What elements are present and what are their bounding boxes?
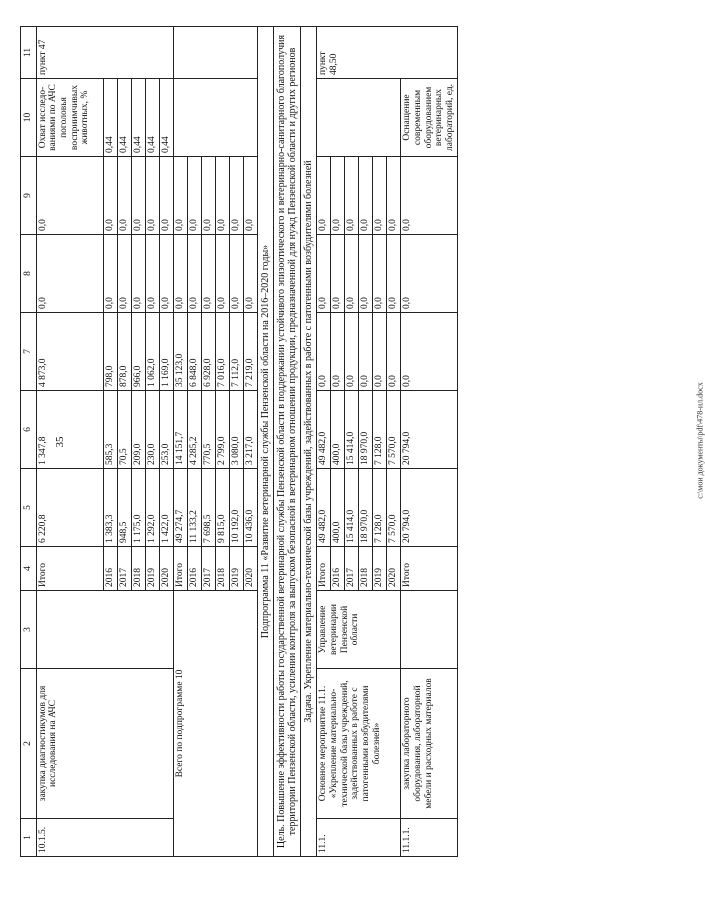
value-cell: 1 169,0 bbox=[159, 313, 173, 391]
value-cell: 0,0 bbox=[359, 313, 373, 391]
year-cell: 2020 bbox=[387, 547, 401, 591]
year-cell: Итого bbox=[173, 547, 187, 591]
value-cell: 6 928,0 bbox=[201, 313, 215, 391]
table-row bbox=[173, 27, 187, 857]
value-cell: 400,0 bbox=[331, 469, 345, 547]
year-cell: 2017 bbox=[201, 547, 215, 591]
table-row bbox=[317, 27, 331, 857]
section-row bbox=[273, 27, 300, 857]
section-row bbox=[257, 27, 273, 857]
value-cell: 9 815,0 bbox=[215, 469, 229, 547]
value-cell: 0,0 bbox=[229, 157, 243, 235]
value-cell: 14 151,7 bbox=[173, 391, 187, 469]
value-cell: 0,0 bbox=[243, 157, 257, 235]
value-cell: 0,0 bbox=[359, 157, 373, 235]
page-number: 35 bbox=[54, 436, 66, 448]
value-cell: 0,0 bbox=[215, 235, 229, 313]
value-cell: 0,0 bbox=[36, 157, 103, 235]
value-cell: 0,0 bbox=[317, 157, 331, 235]
header-cell: 4 bbox=[21, 547, 37, 591]
value-cell: 0,0 bbox=[201, 157, 215, 235]
value-cell: 0,0 bbox=[331, 313, 345, 391]
year-cell: 2018 bbox=[215, 547, 229, 591]
value-cell: 0,0 bbox=[387, 157, 401, 235]
indicator-value: 0,44 bbox=[159, 79, 173, 157]
goal-text: Цель. Повышение эффективности работы государственной ветеринарной службы Пензенской области в поддержании устойчивого эпизоотического и ветеринарно-санитарного благополучия территории Пензенской области, усилении контроля за выпуском безопасной в ветеринарном отношении продукции, предназначенной для нужд Пензенской области и других регионов bbox=[273, 27, 300, 857]
header-cell: 8 bbox=[21, 235, 37, 313]
row-number: 10.1.5. bbox=[36, 819, 173, 857]
value-cell: 15 414,0 bbox=[345, 391, 359, 469]
empty-cell bbox=[317, 79, 401, 157]
year-cell: 2016 bbox=[331, 547, 345, 591]
value-cell: 0,0 bbox=[317, 313, 331, 391]
reference-cell: пункт 47 bbox=[36, 27, 173, 79]
value-cell: 11 133,2 bbox=[187, 469, 201, 547]
subtotal-label: Всего по подпрограмме 10 bbox=[173, 591, 257, 857]
value-cell: 3 217,0 bbox=[243, 391, 257, 469]
value-cell: 0,0 bbox=[103, 235, 117, 313]
value-cell: 0,0 bbox=[317, 235, 331, 313]
row-name: закупка диагностикумов для исследования на АЧС bbox=[36, 669, 173, 819]
value-cell: 10 436,0 bbox=[243, 469, 257, 547]
value-cell: 0,0 bbox=[173, 235, 187, 313]
value-cell: 0,0 bbox=[187, 157, 201, 235]
indicator-cell: Охват исследо-ваниями по АЧС поголовья восприимчивых животных, % bbox=[36, 79, 103, 157]
value-cell: 18 970,0 bbox=[359, 469, 373, 547]
year-cell: Итого bbox=[36, 547, 103, 591]
value-cell: 18 970,0 bbox=[359, 391, 373, 469]
value-cell: 0,0 bbox=[331, 235, 345, 313]
header-cell: 7 bbox=[21, 313, 37, 391]
value-cell: 798,0 bbox=[103, 313, 117, 391]
value-cell: 49 274,7 bbox=[173, 469, 187, 547]
header-cell: 9 bbox=[21, 157, 37, 235]
year-cell: 2020 bbox=[159, 547, 173, 591]
value-cell: 7 128,0 bbox=[373, 469, 387, 547]
value-cell: 948,5 bbox=[117, 469, 131, 547]
year-cell: Итого bbox=[317, 547, 331, 591]
header-cell: 3 bbox=[21, 591, 37, 669]
value-cell: 7 570,0 bbox=[387, 391, 401, 469]
rotated-table-container bbox=[20, 34, 540, 857]
value-cell: 0,0 bbox=[373, 313, 387, 391]
value-cell: 0,0 bbox=[215, 157, 229, 235]
value-cell: 35 123,0 bbox=[173, 313, 187, 391]
value-cell: 4 873,0 bbox=[36, 313, 103, 391]
executor-cell: Управление ветеринарии Пензенской области bbox=[317, 591, 401, 669]
value-cell: 0,0 bbox=[145, 157, 159, 235]
header-cell: 2 bbox=[21, 669, 37, 819]
value-cell: 70,5 bbox=[117, 391, 131, 469]
value-cell: 1 347,8 bbox=[36, 391, 103, 469]
value-cell: 4 285,2 bbox=[187, 391, 201, 469]
year-cell: 2019 bbox=[145, 547, 159, 591]
value-cell: 49 482,0 bbox=[317, 469, 331, 547]
value-cell: 7 698,5 bbox=[201, 469, 215, 547]
value-cell: 6 220,8 bbox=[36, 469, 103, 547]
row-number: 11.1.1. bbox=[401, 819, 457, 857]
empty-cell bbox=[173, 27, 257, 79]
value-cell: 0,0 bbox=[201, 235, 215, 313]
value-cell: 0,0 bbox=[117, 157, 131, 235]
value-cell: 0,0 bbox=[36, 235, 103, 313]
row-name: Основное мероприятие 11.1. «Укрепление материально-технической базы учреждений, задействованных в работе с патогенными возбудителями болезней» bbox=[317, 669, 401, 819]
year-cell: 2017 bbox=[345, 547, 359, 591]
value-cell: 0,0 bbox=[401, 313, 457, 391]
value-cell: 49 482,0 bbox=[317, 391, 331, 469]
value-cell: 7 219,0 bbox=[243, 313, 257, 391]
value-cell: 0,0 bbox=[103, 157, 117, 235]
value-cell: 0,0 bbox=[159, 235, 173, 313]
table-row bbox=[401, 27, 457, 857]
value-cell: 7 016,0 bbox=[215, 313, 229, 391]
footer-path: c:\мои документы\pdf\478-ил.docx bbox=[695, 382, 705, 499]
empty-cell bbox=[173, 79, 257, 157]
value-cell: 0,0 bbox=[331, 157, 345, 235]
header-cell: 10 bbox=[21, 79, 37, 157]
value-cell: 15 414,0 bbox=[345, 469, 359, 547]
header-cell: 6 bbox=[21, 391, 37, 469]
indicator-value: 0,44 bbox=[131, 79, 145, 157]
header-cell: 1 bbox=[21, 819, 37, 857]
value-cell: 0,0 bbox=[345, 157, 359, 235]
value-cell: 0,0 bbox=[173, 157, 187, 235]
value-cell: 209,0 bbox=[131, 391, 145, 469]
value-cell: 585,3 bbox=[103, 391, 117, 469]
indicator-cell: Оснащение современным оборудованием ветеринарных лабораторий, ед. bbox=[401, 79, 457, 157]
value-cell: 0,0 bbox=[373, 157, 387, 235]
reference-cell: пункт 48,50 bbox=[317, 27, 457, 79]
value-cell: 878,0 bbox=[117, 313, 131, 391]
value-cell: 1 062,0 bbox=[145, 313, 159, 391]
executor-cell bbox=[36, 591, 173, 669]
value-cell: 770,5 bbox=[201, 391, 215, 469]
header-row bbox=[21, 27, 37, 857]
value-cell: 7 570,0 bbox=[387, 469, 401, 547]
year-cell: 2019 bbox=[229, 547, 243, 591]
value-cell: 1 175,0 bbox=[131, 469, 145, 547]
table-row bbox=[36, 27, 103, 857]
indicator-value: 0,44 bbox=[145, 79, 159, 157]
year-cell: 2018 bbox=[131, 547, 145, 591]
indicator-value: 0,44 bbox=[103, 79, 117, 157]
value-cell: 20 794,0 bbox=[401, 391, 457, 469]
indicator-value: 0,44 bbox=[117, 79, 131, 157]
value-cell: 7 128,0 bbox=[373, 391, 387, 469]
value-cell: 253,0 bbox=[159, 391, 173, 469]
value-cell: 0,0 bbox=[387, 313, 401, 391]
value-cell: 0,0 bbox=[243, 235, 257, 313]
value-cell: 0,0 bbox=[401, 235, 457, 313]
value-cell: 1 422,0 bbox=[159, 469, 173, 547]
row-number: 11.1. bbox=[317, 819, 401, 857]
value-cell: 1 292,0 bbox=[145, 469, 159, 547]
value-cell: 0,0 bbox=[359, 235, 373, 313]
value-cell: 0,0 bbox=[159, 157, 173, 235]
value-cell: 966,0 bbox=[131, 313, 145, 391]
header-cell: 5 bbox=[21, 469, 37, 547]
value-cell: 400,0 bbox=[331, 391, 345, 469]
program-table bbox=[20, 26, 458, 857]
value-cell: 0,0 bbox=[145, 235, 159, 313]
value-cell: 0,0 bbox=[345, 235, 359, 313]
value-cell: 0,0 bbox=[401, 157, 457, 235]
value-cell: 0,0 bbox=[117, 235, 131, 313]
header-cell: 11 bbox=[21, 27, 37, 79]
value-cell: 7 112,0 bbox=[229, 313, 243, 391]
value-cell: 0,0 bbox=[373, 235, 387, 313]
value-cell: 1 383,3 bbox=[103, 469, 117, 547]
value-cell: 10 192,0 bbox=[229, 469, 243, 547]
section-row bbox=[301, 27, 317, 857]
year-cell: 2018 bbox=[359, 547, 373, 591]
row-name: закупка лабораторного оборудования, лабораторной мебели и расходных материалов bbox=[401, 669, 457, 819]
year-cell: 2017 bbox=[117, 547, 131, 591]
executor-cell bbox=[401, 591, 457, 669]
value-cell: 0,0 bbox=[187, 235, 201, 313]
year-cell: 2016 bbox=[187, 547, 201, 591]
year-cell: 2019 bbox=[373, 547, 387, 591]
year-cell: Итого bbox=[401, 547, 457, 591]
value-cell: 0,0 bbox=[387, 235, 401, 313]
year-cell: 2016 bbox=[103, 547, 117, 591]
value-cell: 0,0 bbox=[345, 313, 359, 391]
value-cell: 230,0 bbox=[145, 391, 159, 469]
value-cell: 6 848,0 bbox=[187, 313, 201, 391]
value-cell: 20 794,0 bbox=[401, 469, 457, 547]
year-cell: 2020 bbox=[243, 547, 257, 591]
value-cell: 3 080,0 bbox=[229, 391, 243, 469]
task-text: Задача. Укрепление материально-технической базы учреждений, задействованных в работе с патогенными возбудителями болезней bbox=[301, 27, 317, 857]
value-cell: 0,0 bbox=[131, 235, 145, 313]
value-cell: 0,0 bbox=[229, 235, 243, 313]
value-cell: 0,0 bbox=[131, 157, 145, 235]
value-cell: 2 799,0 bbox=[215, 391, 229, 469]
subprogram-title: Подпрограмма 11 «Развитие ветеринарной службы Пензенской области на 2016–2020 годы» bbox=[257, 27, 273, 857]
